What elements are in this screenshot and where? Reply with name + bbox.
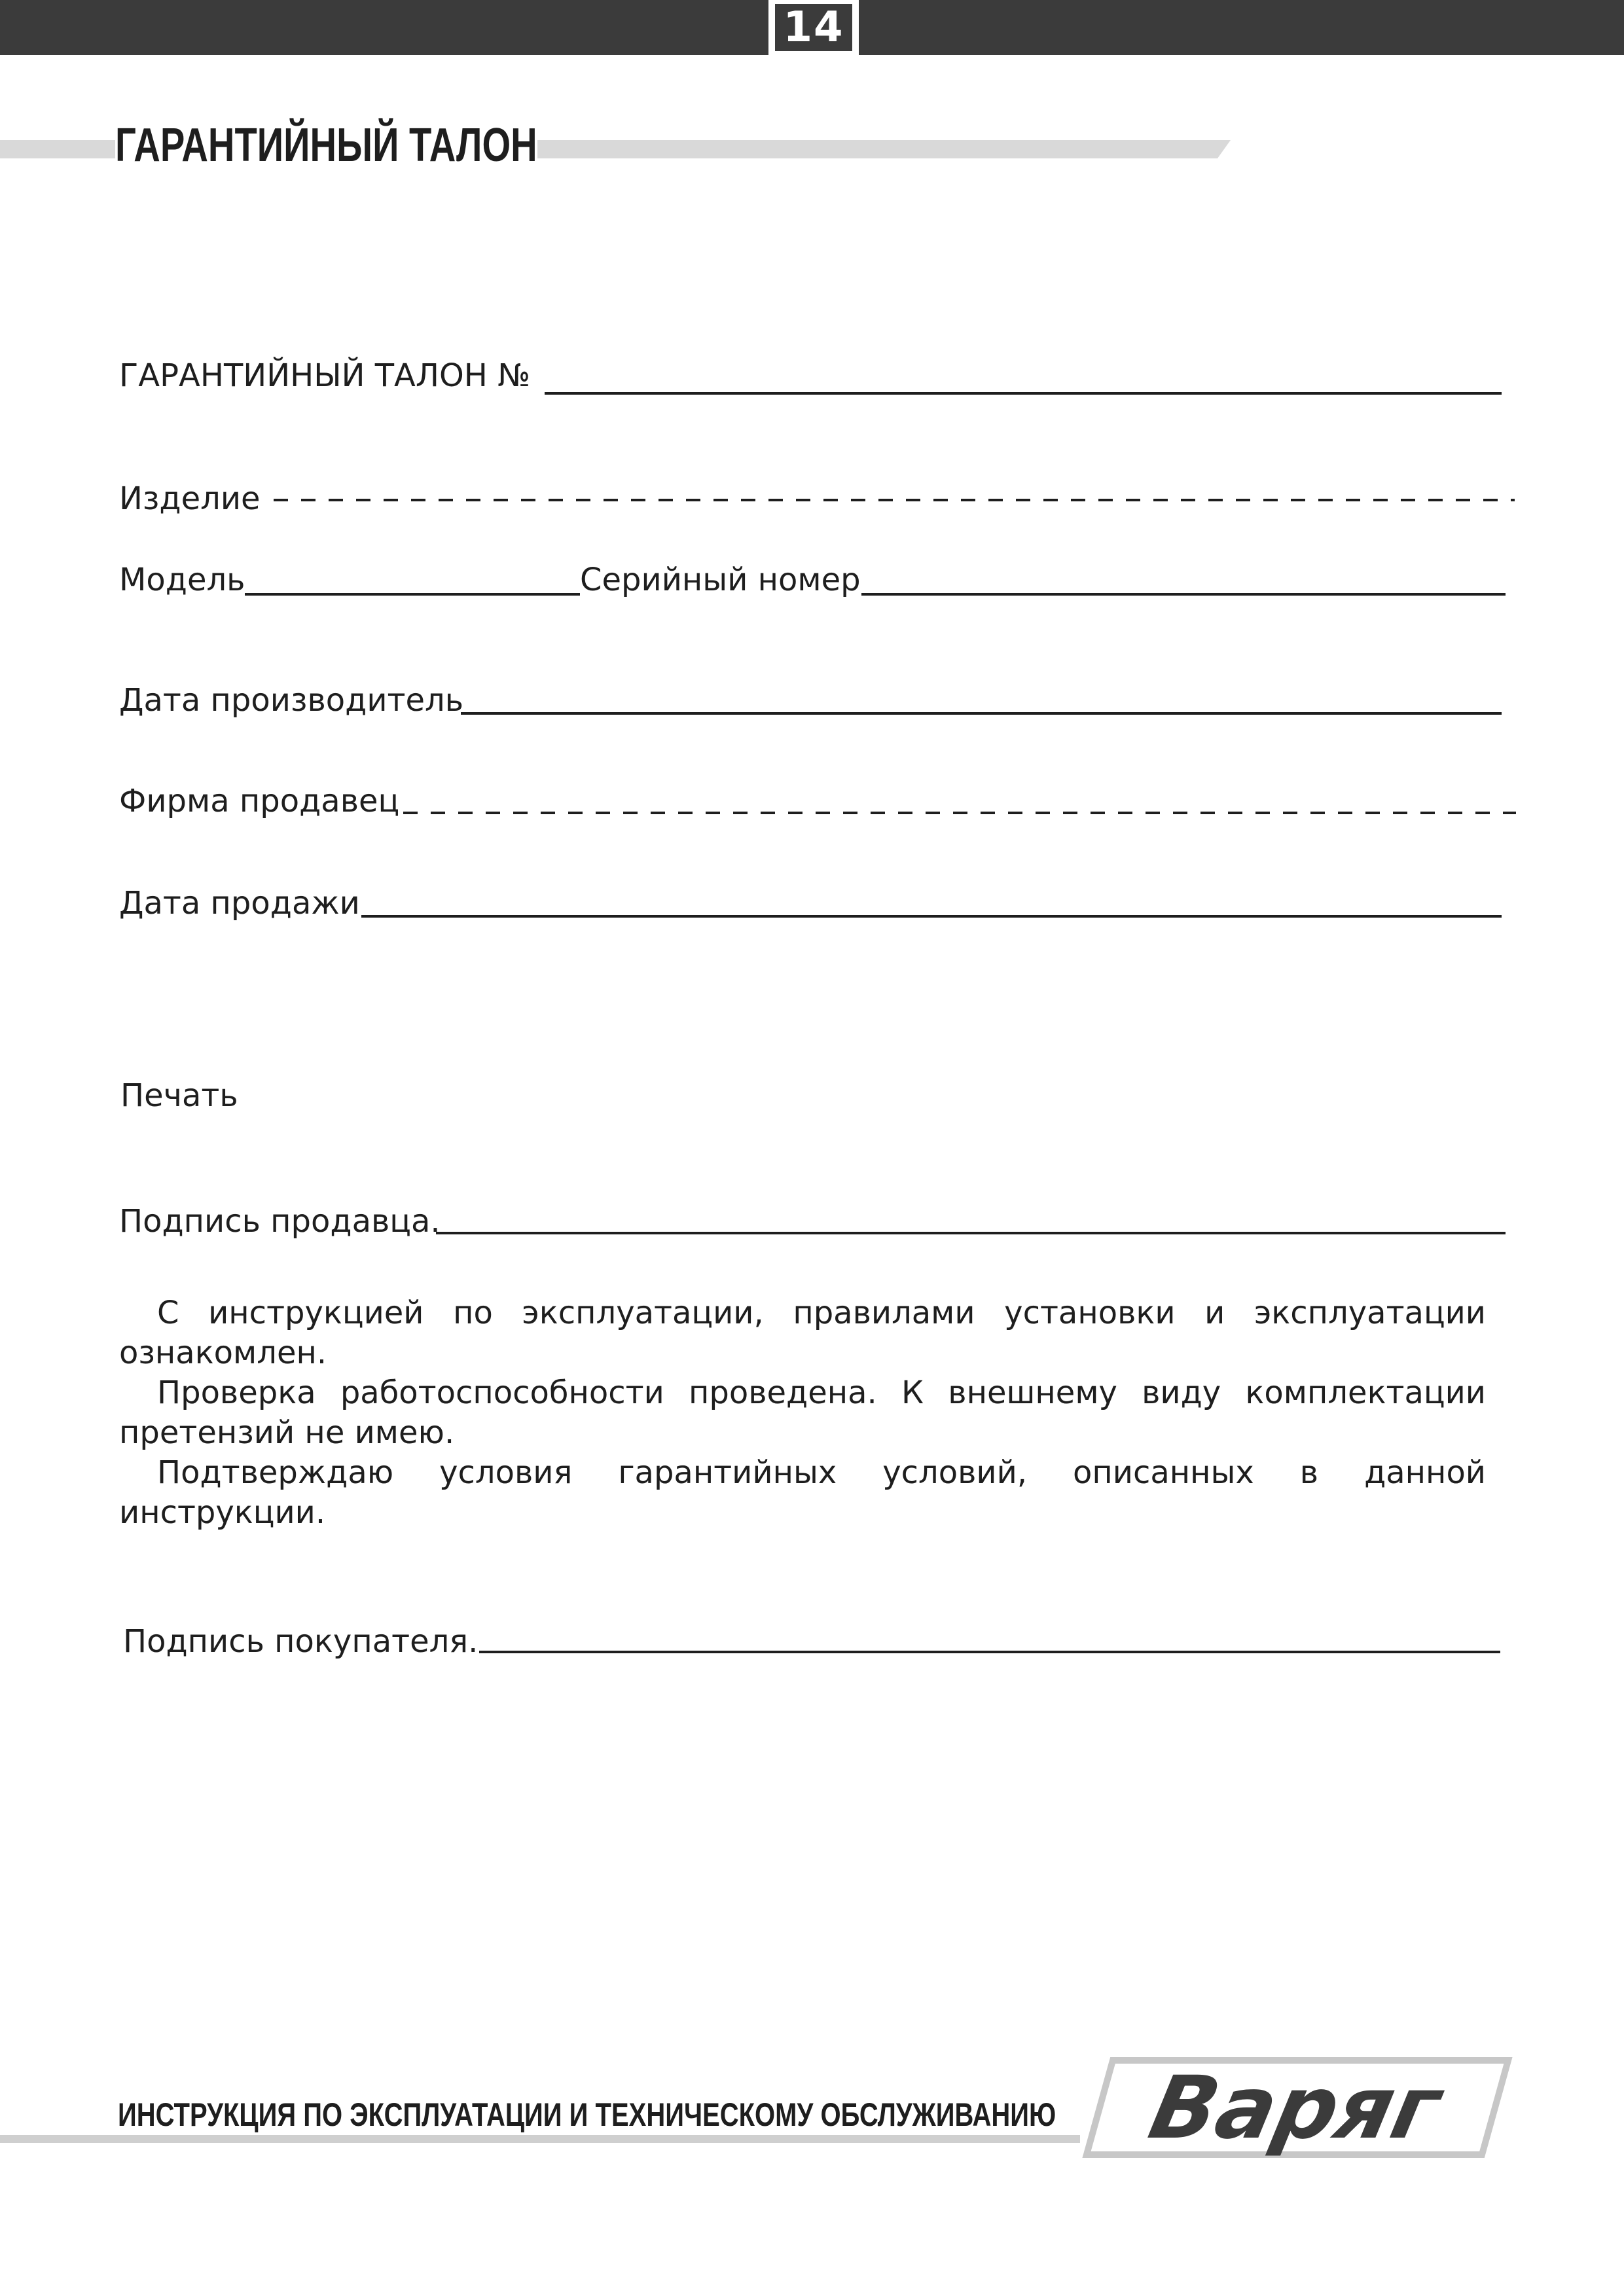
model-label: Модель	[119, 562, 245, 598]
statement-line-2: Проверка работоспособности проведена. К внешнему виду комплектации претензий не имею.	[119, 1374, 1486, 1451]
product-field[interactable]	[274, 497, 1515, 503]
sale-date-label: Дата продажи	[119, 885, 360, 922]
model-field[interactable]	[245, 593, 580, 596]
buyer-signature-label: Подпись покупателя.	[123, 1623, 478, 1660]
serial-number-label: Серийный номер	[580, 562, 861, 598]
brand-logo-text: Варяг	[1141, 2058, 1450, 2159]
manual-title: ИНСТРУКЦИЯ ПО ЭКСПЛУАТАЦИИ И ТЕХНИЧЕСКОМУ ОБСЛУЖИВАНИЮ	[118, 2096, 1056, 2133]
statement-line-3: Подтверждаю условия гарантийных условий, описанных в данной инструкции.	[119, 1454, 1486, 1531]
page-title: ГАРАНТИЙНЫЙ ТАЛОН	[115, 119, 537, 171]
seller-firm-label: Фирма продавец	[119, 783, 400, 819]
statement-line-1: С инструкцией по эксплуатации, правилами установки и эксплуатации ознакомлен.	[119, 1295, 1486, 1371]
buyer-signature-field[interactable]	[479, 1651, 1500, 1653]
seller-signature-field[interactable]	[436, 1232, 1506, 1234]
page-number: 14	[775, 4, 852, 51]
seller-signature-label: Подпись продавца.	[119, 1203, 441, 1240]
footer-bar	[0, 2135, 1080, 2143]
brand-logo	[1074, 2055, 1519, 2160]
statement-text	[119, 1293, 1486, 1533]
coupon-number-label: ГАРАНТИЙНЫЙ ТАЛОН №	[119, 357, 531, 394]
stamp-label: Печать	[120, 1077, 238, 1114]
page-number-box	[768, 0, 859, 55]
manufacture-date-label: Дата производитель	[119, 682, 463, 719]
manufacture-date-field[interactable]	[461, 712, 1502, 715]
seller-firm-field[interactable]	[403, 810, 1516, 816]
coupon-number-field[interactable]	[545, 392, 1502, 395]
serial-number-field[interactable]	[861, 593, 1506, 596]
sale-date-field[interactable]	[361, 915, 1502, 918]
product-label: Изделие	[119, 480, 261, 517]
